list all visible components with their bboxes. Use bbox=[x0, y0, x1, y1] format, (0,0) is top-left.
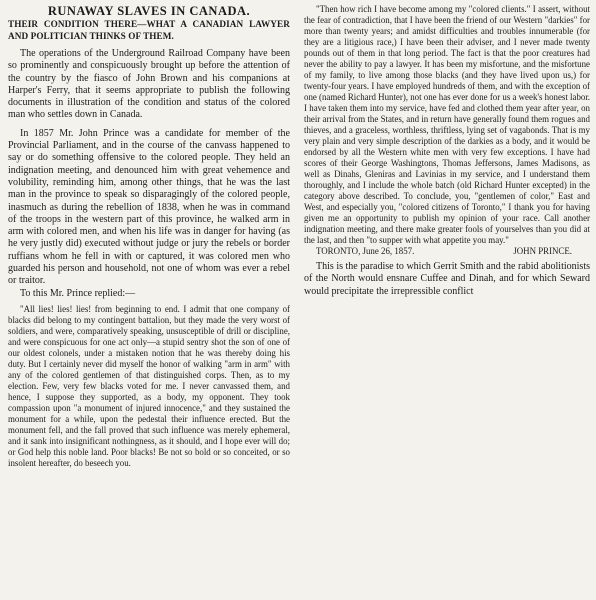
closing-paragraph: This is the paradise to which Gerrit Smith and the rabid abolitionists of the North would ensnare Cuffee and Dinah, and for which Seward would precipitate the irrepressible conflict bbox=[304, 261, 590, 297]
left-column bbox=[8, 4, 290, 598]
right-column bbox=[304, 4, 590, 598]
intro-paragraph: The operations of the Underground Railroad Company have been so prominently and conspicuously brought up before the attention of the country by the fiasco of John Brown and his companions at Harper's Ferry, that it seems appropriate to publish the following documents in illustration of the condition and status of the colored man who settles down in Canada. bbox=[8, 48, 290, 121]
letter-paragraph-1: "All lies! lies! lies! from beginning to end. I admit that one company of blacks did belong to my contingent battalion, but they made the very worst of soldiers, and were, comparatively speaking, unsusceptible of drill or discipline, and were conspicuous for one act only—a stupid sentry shot the son of one of our oldest colonels, under a mistaken notion that he was thereby doing his duty. But I certainly never did myself the honor of walking "arm in arm" with any of the colored gentlemen of that distinguished corps. Then, as to my election. Few, very few blacks voted for me. I never canvassed them, and hence, I suppose they supported, as a body, my opponent. They took compassion upon "a monument of injured innocence," and they sustained the monument for a while, upon the pedestal their influence erected. But the monument fell, and the fall proved that such influence was merely ephemeral, and it sank into insignificant nothingness, as it should, and I hope ever will do; or God help this noble land. Poor blacks! Be not so bold or so conceited, or so insolent hereafter, do beseech you. bbox=[8, 303, 290, 468]
signoff-place-date: TORONTO, June 26, 1857. bbox=[316, 246, 415, 256]
signoff-name: JOHN PRINCE. bbox=[513, 246, 572, 256]
headline: RUNAWAY SLAVES IN CANADA. bbox=[47, 4, 251, 18]
background-paragraph: In 1857 Mr. John Prince was a candidate for member of the Provincial Parliament, and in the course of the canvass happened to say or do something offensive to the colored people. They held an indignation meeting, and denounced him with great vehemence and volubility, reminding him, among other things, that he was the last man in the province to speak so disparagingly of the colored people, inasmuch as during the rebellion of 1838, when he was in command of the troops in the western part of this province, he walked arm in arm with colored men, and when his life was in danger for having (as he very justly did) executed without judge or jury the rebels or border ruffians whom he fell in with or captured, it was colored men who guarded his person and household, not one of whom was ever a rebel or traitor. bbox=[8, 127, 290, 287]
letter-signoff bbox=[304, 246, 590, 257]
reply-intro: To this Mr. Prince replied:— bbox=[20, 287, 136, 299]
letter-paragraph-2: "Then how rich I have become among my "colored clients." I assert, without the fear of contradiction, that I have been the friend of our Western "darkies" for more than twenty years; and amidst difficulties and troubles innumerable (for they are a litigious race,) I have been their adviser, and I never made twenty pounds out of them in that long period. The fact is that the poor creatures had never the ability to pay a lawyer. It has been my misfortune, and the misfortune of my family, to live among those blacks (and they have lived upon us,) for twenty-four years. I have employed hundreds of them, and with the exception of one (named Richard Hunter), not one has ever done for us a week's honest labor. I have taken them into my service, have fed and clothed them year after year, on their arrival from the States, and in return have generally found them rogues and thieves, and a graceless, worthless, thriftless, lying set of vagabonds. That is my very plain and very simple description of the darkies as a body, and it would be endorsed by all the Western white men with very few exceptions. I have had scores of their George Washingtons, Thomas Jeffersons, James Madisons, as well as Dinahs, Gleniras and Lavinias in my service, and I understand them thoroughly, and I include the whole batch (old Richard Hunter excepted) in the category above described. To conclude, you, "gentlemen of color," East and West, and especially you, "colored citizens of Toronto," I thank you for having given me an opportunity to publish my opinion of your race. Call another indignation meeting, and there make greater fools of yourselves than you did at the last, and then "to supper with what appetite you may." bbox=[304, 4, 590, 245]
subheadline: THEIR CONDITION THERE—WHAT A CANADIAN LAWYER AND POLITICIAN THINKS OF THEM. bbox=[8, 19, 290, 41]
